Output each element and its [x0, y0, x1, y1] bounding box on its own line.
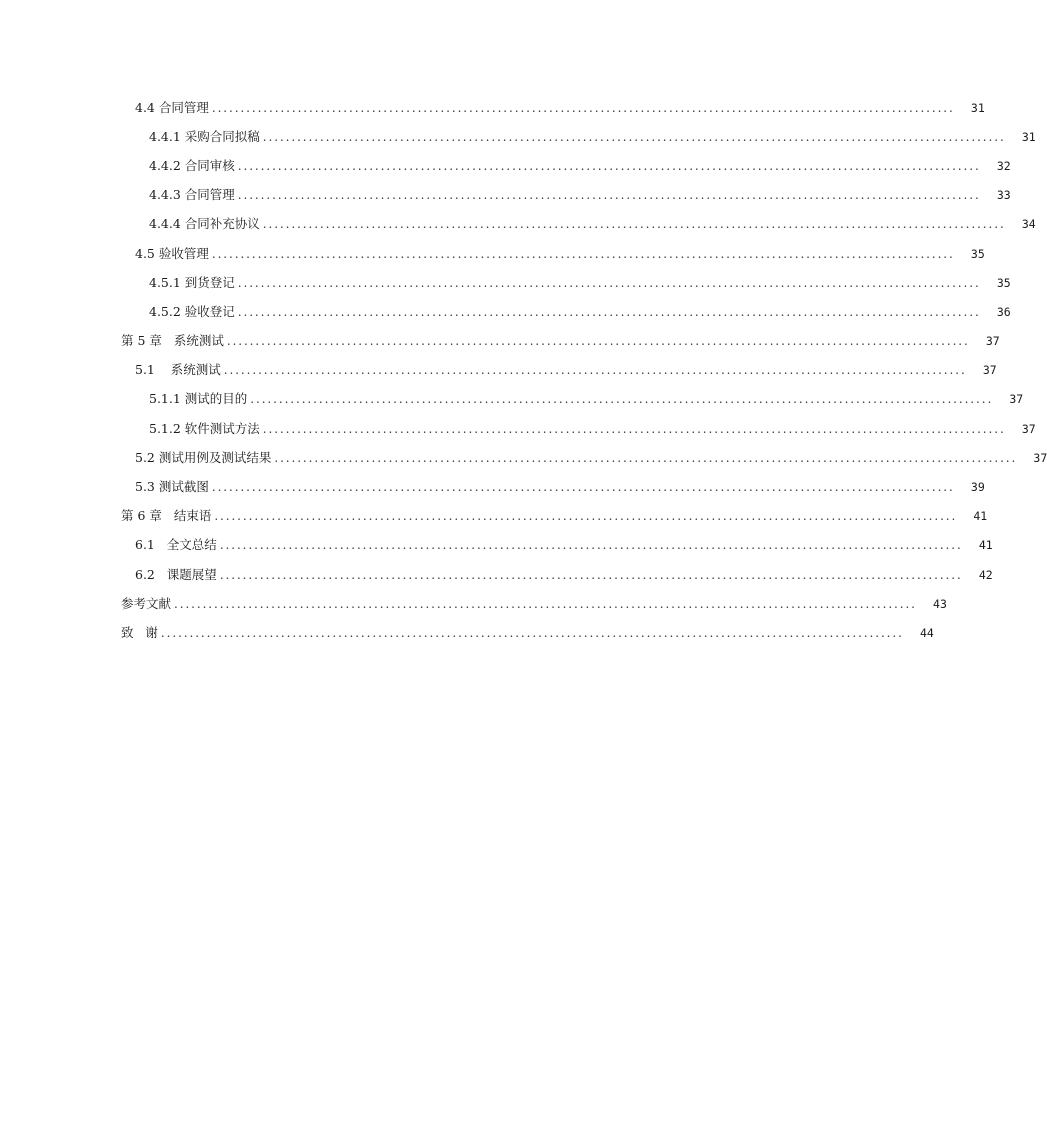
- dot-leader: ..................................................................................................................................: [219, 538, 963, 553]
- dot-leader: ..................................................................................................................................: [262, 421, 1006, 436]
- toc-entry-label: 5.1.1 测试的目的: [149, 391, 248, 407]
- toc-entry-label: 4.4.2 合同审核: [149, 157, 235, 173]
- toc-entry-label: 参考文献: [121, 595, 172, 611]
- toc-entry[interactable]: [0, 327, 1000, 356]
- toc-entry-page: 37: [985, 334, 1000, 349]
- toc-entry[interactable]: [0, 531, 993, 560]
- toc-entry-label: 6.2 课题展望: [135, 566, 217, 582]
- toc-entry[interactable]: [0, 122, 1036, 151]
- dot-leader: ..................................................................................................................................: [211, 100, 955, 115]
- toc-entry-label: 4.4.4 合同补充协议: [149, 216, 260, 232]
- toc-entry-label: 5.2 测试用例及测试结果: [135, 449, 272, 465]
- toc-entry-label: 4.4.3 合同管理: [149, 187, 235, 203]
- toc-entry[interactable]: [0, 618, 934, 647]
- dot-leader: ..................................................................................................................................: [250, 392, 994, 407]
- dot-leader: ..................................................................................................................................: [274, 450, 1018, 465]
- toc-entry[interactable]: [0, 239, 985, 268]
- toc-entry[interactable]: [0, 560, 993, 589]
- toc-entry-label: 4.4.1 采购合同拟稿: [149, 128, 260, 144]
- toc-entry-page: 31: [970, 100, 985, 115]
- toc-entry-label: 第 6 章 结束语: [121, 508, 212, 524]
- dot-leader: ..................................................................................................................................: [174, 596, 917, 611]
- dot-leader: ..................................................................................................................................: [219, 567, 963, 582]
- dot-leader: ..................................................................................................................................: [262, 217, 1006, 232]
- toc-entry-label: 4.4 合同管理: [135, 99, 209, 115]
- toc-entry[interactable]: [0, 268, 1011, 297]
- toc-entry-label: 第 5 章 系统测试: [121, 333, 224, 349]
- dot-leader: ..................................................................................................................................: [160, 625, 904, 640]
- dot-leader: ..................................................................................................................................: [237, 158, 981, 173]
- toc-entry-label: 5.1 系统测试: [135, 362, 221, 378]
- toc-entry[interactable]: [0, 443, 1047, 472]
- toc-entry-page: 32: [996, 158, 1011, 173]
- toc-entry-page: 35: [996, 275, 1011, 290]
- toc-entry-label: 4.5.1 到货登记: [149, 274, 235, 290]
- table-of-contents: [0, 93, 1047, 648]
- toc-entry[interactable]: [0, 210, 1036, 239]
- toc-entry[interactable]: [0, 414, 1036, 443]
- toc-entry-page: 37: [1021, 421, 1036, 436]
- toc-entry-page: 44: [919, 625, 934, 640]
- dot-leader: ..................................................................................................................................: [214, 509, 958, 524]
- toc-entry[interactable]: [0, 472, 985, 501]
- toc-entry[interactable]: [0, 356, 997, 385]
- toc-entry-page: 34: [1021, 217, 1036, 232]
- toc-entry-page: 41: [973, 509, 988, 524]
- toc-entry-page: 36: [996, 304, 1011, 319]
- toc-entry-page: 35: [970, 246, 985, 261]
- dot-leader: ..................................................................................................................................: [211, 480, 955, 495]
- toc-entry-label: 致 谢: [121, 624, 158, 640]
- dot-leader: ..................................................................................................................................: [237, 188, 981, 203]
- toc-entry-page: 37: [1033, 450, 1047, 465]
- toc-entry-label: 4.5.2 验收登记: [149, 303, 235, 319]
- toc-entry[interactable]: [0, 151, 1011, 180]
- toc-entry[interactable]: [0, 589, 947, 618]
- dot-leader: ..................................................................................................................................: [237, 304, 981, 319]
- toc-entry-label: 4.5 验收管理: [135, 245, 209, 261]
- dot-leader: ..................................................................................................................................: [211, 246, 955, 261]
- dot-leader: ..................................................................................................................................: [237, 275, 981, 290]
- toc-entry-page: 41: [978, 538, 993, 553]
- toc-entry-page: 37: [1009, 392, 1024, 407]
- toc-entry-page: 43: [933, 596, 947, 611]
- toc-entry[interactable]: [0, 181, 1011, 210]
- toc-entry-label: 5.1.2 软件测试方法: [149, 420, 260, 436]
- toc-entry-page: 39: [970, 480, 985, 495]
- toc-entry-label: 6.1 全文总结: [135, 537, 217, 553]
- toc-entry-page: 33: [996, 188, 1011, 203]
- toc-entry[interactable]: [0, 502, 988, 531]
- toc-entry-label: 5.3 测试截图: [135, 479, 209, 495]
- toc-entry[interactable]: [0, 93, 985, 122]
- toc-entry-page: 31: [1021, 129, 1036, 144]
- toc-entry-page: 37: [982, 363, 997, 378]
- toc-entry-page: 42: [978, 567, 993, 582]
- dot-leader: ..................................................................................................................................: [226, 334, 970, 349]
- dot-leader: ..................................................................................................................................: [262, 129, 1006, 144]
- toc-entry[interactable]: [0, 297, 1011, 326]
- dot-leader: ..................................................................................................................................: [223, 363, 967, 378]
- toc-entry[interactable]: [0, 385, 1024, 414]
